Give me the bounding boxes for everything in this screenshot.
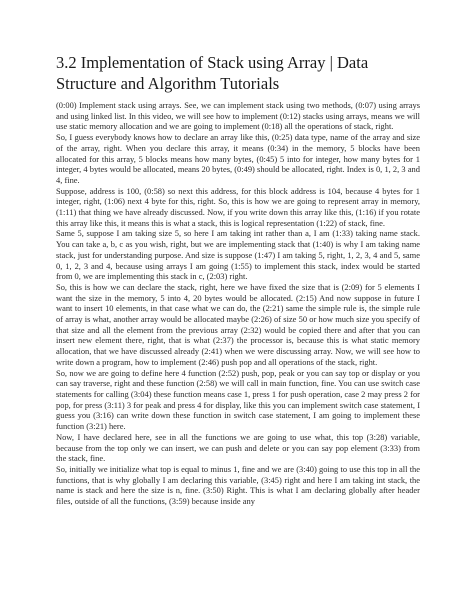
- transcript-paragraph: So, now we are going to define here 4 function (2:52) push, pop, peak or you can say top or display or you can say traverse, right and these function (2:58) we will call in main function, fine. You can use switch case statements for calling (3:04) these function means case 1, press 1 for push operation, case 2 may press 2 for pop, for press (3:11) 3 for peak and press 4 for display, like this you can implement switch case statement, I guess you (3:16) can write down these function in switch case statement, I am going to implement these function (3:21) here.: [56, 367, 420, 432]
- transcript-paragraph: Now, I have declared here, see in all the functions we are going to use what, this top (3:28) variable, because from the top only we can insert, we can push and delete or you can say pop element (3:33) from the stack, fine.: [56, 431, 420, 464]
- transcript-paragraph: So, initially we initialize what top is equal to minus 1, fine and we are (3:40) going to use this top in all the functions, that is why globally I am declaring this variable, (3:45) right and here I am taking int stack, the name is stack and here the size is n, fine. (3:50) Right. This is what I am declaring globally after header files, outside of all the functions, (3:59) because inside any: [56, 463, 420, 507]
- transcript-paragraph: (0:00) Implement stack using arrays. See, we can implement stack using two methods, (0:07) using arrays and using linked list. In this video, we will see how to implement (0:12) stacks using arrays, means we will use static memory allocation and we are going to implement (0:18) all the operations of stack, right.: [56, 100, 420, 132]
- transcript-paragraph: So, I guess everybody knows how to declare an array like this, (0:25) data type, name of the array and size of the array, right. When you declare this array, it means (0:34) in the memory, 5 blocks have been allocated for this array, 5 blocks means how many bytes, (0:45) 5 into for integer, how many bytes for 1 integer, 4 bytes would be allocated, means 20 bytes, (0:49) should be allocated, right. Index is 0, 1, 2, 3 and 4, fine.: [56, 132, 420, 185]
- document-title: 3.2 Implementation of Stack using Array | Data Structure and Algorithm Tutorials: [56, 53, 369, 93]
- transcript-body: [56, 100, 420, 605]
- transcript-paragraph: Suppose, address is 100, (0:58) so next this address, for this block address is 104, because 4 bytes for 1 integer, right, (1:06) next 4 byte for this, right. So, this is how we are going to represent array in memory, (1:11) that thing we have already discussed. Now, if you write down this array like this, (1:16) if you rotate this array like this, it means this is what a stack, this is logical representation (1:22) of stack, fine.: [56, 185, 420, 228]
- transcript-paragraph: Same 5, suppose I am taking size 5, so here I am taking int rather than a, I am (1:33) taking name stack. You can take a, b, c as you wish, right, but we are implementing stack that (1:40) is why I am taking name stack, just for understanding purpose. And size is suppose (1:47) I am taking 5, right, 1, 2, 3, 4 and 5, same 0, 1, 2, 3 and 4, because using arrays I am going (1:55) to implement this stack, index would be started from 0, we are implementing this stack in c, (2:03) right.: [56, 228, 420, 282]
- transcript-paragraph: So, this is how we can declare the stack, right, here we have fixed the size that is (2:09) for 5 elements I want the size in the memory, 5 into 4, 20 bytes would be allocated. (2:15) And now suppose in future I want to insert 10 elements, in that case what we can do, the (2:21) same the simple rule is, the simple rule of array is what, another array would be allocated maybe (2:26) of size 50 or how much size you specify of that size and all the element from the previous array (2:32) would be copied there and after that you can insert new element there, right, that is what (2:37) the processor is, because this is what static memory allocation, that we have discussed already (2:41) when we were discussing array. Now, we will see how to write down a program, how to implement (2:46) push pop and all operations of the stack, right.: [56, 281, 420, 367]
